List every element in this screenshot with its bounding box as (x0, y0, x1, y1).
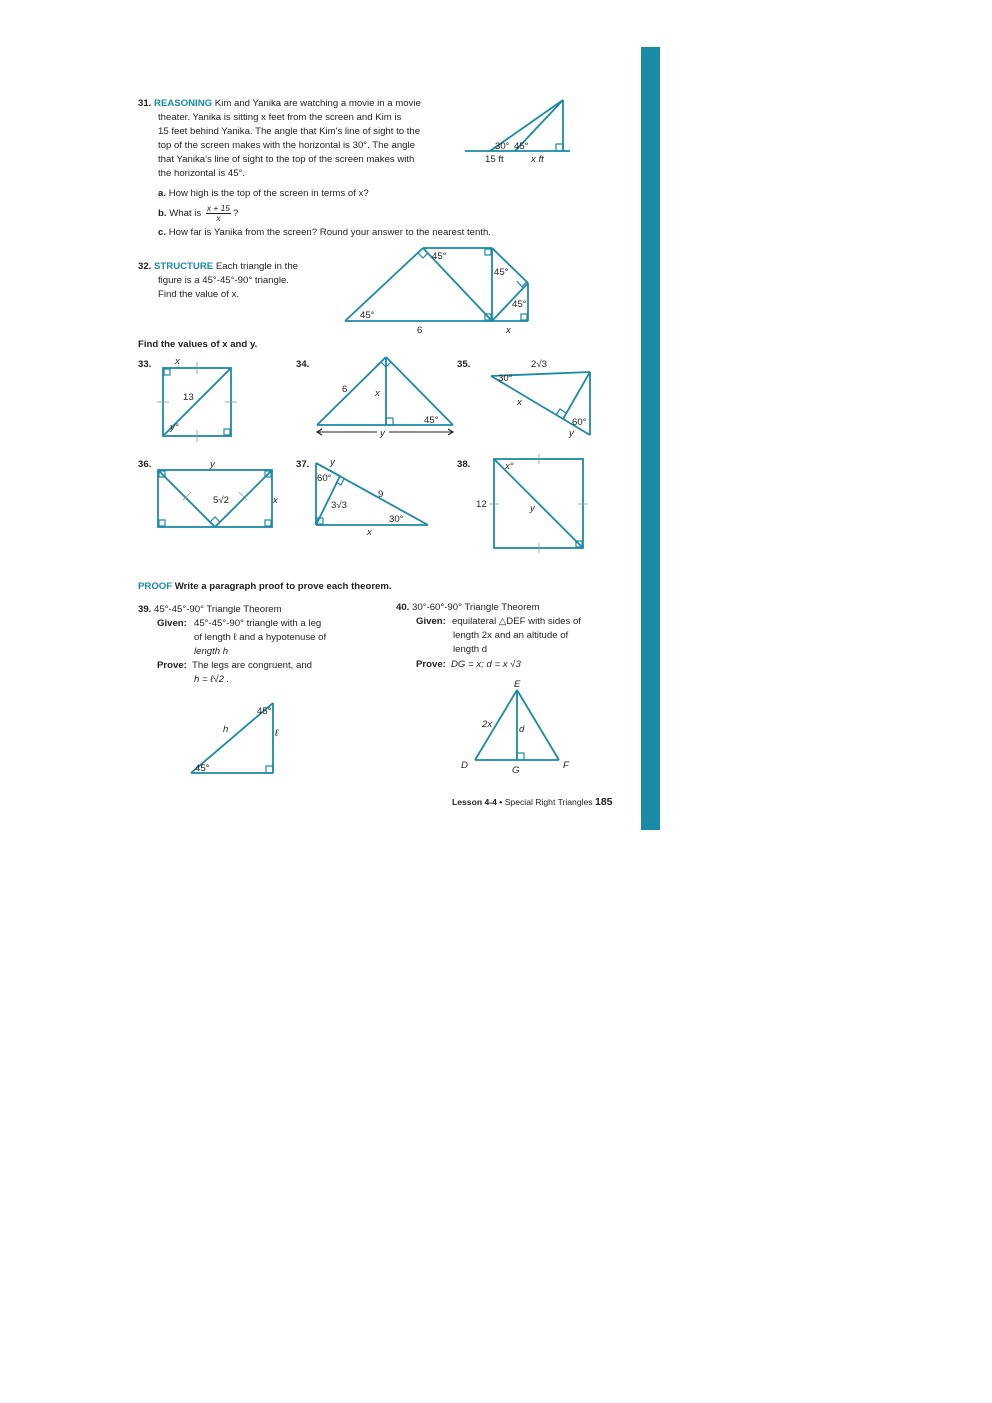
problem-text-line: Find the value of x. (158, 289, 240, 300)
given-text: equilateral △DEF with sides of (452, 616, 581, 627)
distance-label: 15 ft (485, 154, 504, 165)
problem-number: 39. (138, 604, 152, 615)
problem-text-line: 15 feet behind Yanika. The angle that Kim's line of sight to the (158, 126, 421, 137)
part-text: How high is the top of the screen in terms of x? (168, 188, 369, 199)
prove-text: The legs are congruent, and (192, 660, 313, 671)
problem-number: 37. (296, 459, 310, 470)
problem-text-line: theater. Yanika is sitting x feet from the screen and Kim is (158, 112, 402, 123)
page-footer (452, 795, 613, 809)
square-figure-33 (155, 354, 240, 444)
triangle-figure-39 (185, 698, 285, 780)
problem-text-line: the horizontal is 45°. (158, 168, 246, 179)
side-label: x (273, 495, 278, 506)
proof-instructions: Write a paragraph proof to prove each theorem. (174, 581, 392, 592)
angle-label: 45° (360, 310, 375, 321)
theorem-title: 30°-60°-90° Triangle Theorem (412, 602, 540, 613)
triangle-figure-32 (340, 245, 535, 340)
side-label: 9 (378, 489, 384, 500)
prove-text: DG = x; d = x √3 (451, 659, 521, 670)
theater-diagram (460, 95, 575, 170)
problem-text-line: that Yanika's line of sight to the top of the screen makes with (158, 154, 415, 165)
part-label: c. (158, 227, 167, 238)
side-label: x (367, 527, 372, 538)
problem-tag: REASONING (154, 98, 213, 109)
side-label: x (175, 356, 180, 367)
angle-label: 45° (514, 141, 529, 152)
vertex-label: F (563, 760, 569, 771)
distance-label: x ft (531, 154, 544, 165)
angle-label: 30° (498, 373, 513, 384)
page-number: 185 (595, 796, 613, 808)
problem-number: 38. (457, 459, 471, 470)
diagonal-label: 13 (183, 392, 194, 403)
problem-text-line: figure is a 45°-45°-90° triangle. (158, 275, 289, 286)
problem-text-line: Each triangle in the (215, 261, 298, 272)
side-label: 6 (342, 384, 348, 395)
angle-label: 45° (257, 706, 272, 717)
problem-number: 36. (138, 459, 152, 470)
fraction: $\frac{x + 15}{x}$ (206, 203, 230, 223)
given-label: Given: (416, 616, 446, 627)
prove-label: Prove: (157, 660, 187, 671)
side-label: 12 (476, 499, 487, 510)
part-label: b. (158, 208, 167, 220)
problem-text-line: top of the screen makes with the horizontal is 30°. The angle (158, 140, 415, 151)
angle-label: 60° (572, 417, 587, 428)
side-label: 3√3 (331, 500, 347, 511)
altitude-label: d (519, 724, 525, 735)
section-heading: Find the values of x and y. (138, 339, 258, 350)
hypotenuse-label: h (223, 724, 229, 735)
triangle-figure-37 (310, 455, 435, 540)
diagonal-label: y (530, 503, 535, 514)
problem-tag: STRUCTURE (154, 261, 214, 272)
problem-number: 31. (138, 98, 152, 109)
theorem-title: 45°-45°-90° Triangle Theorem (154, 604, 282, 615)
proof-heading (138, 580, 392, 594)
angle-label: x° (505, 461, 514, 472)
angle-label: 45° (512, 299, 527, 310)
given-text: length h (194, 646, 229, 657)
problem-number: 40. (396, 602, 410, 613)
angle-label: 45° (494, 267, 509, 278)
angle-label: 60° (317, 473, 332, 484)
angle-label: 45° (195, 763, 210, 774)
part-text: How far is Yanika from the screen? Round your answer to the nearest tenth. (168, 227, 491, 238)
prove-label: Prove: (416, 659, 446, 670)
part-label: a. (158, 188, 167, 199)
triangle-figure-34 (310, 352, 462, 444)
rectangle-figure-36 (150, 455, 285, 535)
side-label: 2x (482, 719, 493, 730)
vertex-label: G (512, 765, 520, 776)
side-label: y (569, 428, 574, 439)
proof-tag: PROOF (138, 581, 173, 592)
base-label: y (380, 428, 385, 439)
lesson-title: Special Right Triangles (504, 797, 593, 807)
given-text: length 2x and an altitude of (453, 630, 569, 641)
angle-label: 45° (432, 251, 447, 262)
triangle-figure-40 (455, 674, 580, 778)
problem-number: 34. (296, 359, 310, 370)
angle-label: 45° (424, 415, 439, 426)
part-text: What is (169, 208, 202, 220)
problem-number: 32. (138, 261, 152, 272)
side-label: 2√3 (531, 359, 547, 370)
page-side-band (641, 47, 660, 830)
altitude-label: x (375, 388, 380, 399)
triangle-figure-35 (475, 352, 600, 442)
given-label: Given: (157, 618, 187, 629)
side-label: y (210, 459, 215, 470)
problem-number: 33. (138, 359, 152, 370)
vertex-label: D (461, 760, 468, 771)
leg-label: ℓ (275, 728, 279, 739)
side-label: x (506, 325, 511, 336)
square-figure-38 (472, 452, 597, 554)
angle-label: y° (170, 422, 179, 433)
diagonal-label: 5√2 (213, 495, 229, 506)
angle-label: 30° (389, 514, 404, 525)
angle-label: 30° (495, 141, 510, 152)
given-text: length d (453, 644, 488, 655)
given-text: of length ℓ and a hypotenuse of (194, 632, 327, 643)
problem-text-line: Kim and Yanika are watching a movie in a movie (214, 98, 421, 109)
problem-number: 35. (457, 359, 471, 370)
side-label: 6 (417, 325, 423, 336)
lesson-number: Lesson 4-4 (452, 797, 497, 807)
given-text: 45°-45°-90° triangle with a leg (194, 618, 322, 629)
side-label: y (330, 457, 335, 468)
side-label: x (517, 397, 522, 408)
footer-separator: • (496, 797, 505, 807)
vertex-label: E (514, 679, 521, 690)
prove-text: h = ℓ√2 . (194, 674, 230, 685)
